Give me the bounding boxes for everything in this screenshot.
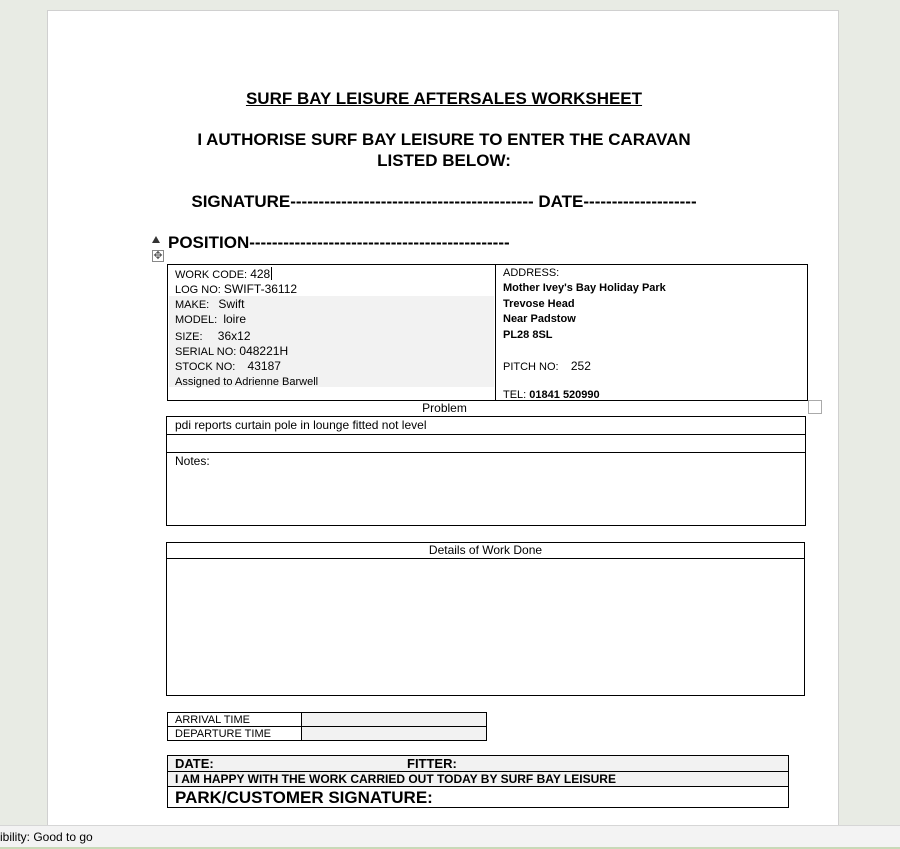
- problem-header: Problem: [422, 401, 467, 415]
- position-line: POSITION----------------------------------------------: [168, 233, 510, 252]
- address-line-1: Mother Ivey's Bay Holiday Park: [503, 282, 666, 294]
- signature-date-line: SIGNATURE------------------------------------------- DATE--------------------: [191, 192, 697, 211]
- model-label: MODEL:: [175, 314, 218, 326]
- work-done-header: Details of Work Done: [428, 543, 543, 557]
- make-row[interactable]: [175, 297, 244, 312]
- authorise-line-2: LISTED BELOW:: [377, 151, 511, 170]
- table-resize-handle[interactable]: [808, 400, 822, 414]
- size-label: SIZE:: [175, 331, 203, 343]
- pitch-label: PITCH NO:: [503, 361, 559, 373]
- log-no-label: LOG NO:: [175, 284, 221, 296]
- collapse-triangle-icon[interactable]: [152, 236, 160, 243]
- table-divider: [495, 265, 496, 400]
- stock-row[interactable]: [175, 359, 281, 374]
- assigned-to: Assigned to Adrienne Barwell: [175, 376, 319, 388]
- row-divider: [167, 452, 805, 453]
- times-table: [167, 712, 487, 741]
- tel-value: 01841 520990: [529, 389, 600, 401]
- move-icon[interactable]: ✥: [153, 250, 163, 262]
- problem-text[interactable]: pdi reports curtain pole in lounge fitted not level: [175, 418, 427, 432]
- row-divider: [167, 434, 805, 435]
- tel-label: TEL:: [503, 389, 527, 401]
- signoff-table: [167, 755, 789, 808]
- stock-label: STOCK NO:: [175, 361, 236, 373]
- status-bar: [0, 825, 900, 849]
- address-label: ADDRESS:: [503, 267, 560, 279]
- departure-time-label: DEPARTURE TIME: [175, 728, 271, 740]
- pitch-value: 252: [570, 359, 591, 373]
- work-code-value: 428: [250, 267, 271, 281]
- problem-table: [166, 416, 806, 526]
- accessibility-status[interactable]: ibility: Good to go: [0, 830, 93, 844]
- pitch-row[interactable]: [503, 359, 591, 374]
- arrival-time-field[interactable]: [302, 713, 486, 726]
- row-divider: [167, 558, 804, 559]
- work-done-table[interactable]: [166, 542, 805, 696]
- log-no-value: SWIFT-36112: [223, 282, 298, 296]
- size-value: 36x12: [217, 329, 251, 343]
- customer-signature-label[interactable]: PARK/CUSTOMER SIGNATURE:: [175, 788, 433, 807]
- log-no-row[interactable]: [175, 282, 297, 297]
- text-caret: [271, 267, 272, 280]
- serial-row[interactable]: [175, 344, 288, 359]
- address-line-3: Near Padstow: [503, 313, 576, 325]
- arrival-time-label: ARRIVAL TIME: [175, 714, 250, 726]
- notes-label: Notes:: [175, 454, 210, 468]
- fitter-label: FITTER:: [407, 756, 457, 771]
- authorise-line-1: I AUTHORISE SURF BAY LEISURE TO ENTER THE CARAVAN: [197, 130, 691, 149]
- row-divider: [168, 786, 788, 787]
- date-fitter-row[interactable]: [168, 756, 788, 771]
- work-code-label: WORK CODE:: [175, 269, 248, 281]
- serial-value: 048221H: [239, 344, 289, 358]
- departure-time-field[interactable]: [302, 727, 486, 740]
- make-label: MAKE:: [175, 299, 210, 311]
- tel-row[interactable]: [503, 388, 600, 402]
- worksheet-title: SURF BAY LEISURE AFTERSALES WORKSHEET: [245, 89, 643, 108]
- stock-value: 43187: [247, 359, 281, 373]
- caravan-info-table: [167, 264, 808, 401]
- size-row[interactable]: [175, 329, 251, 344]
- address-line-4: PL28 8SL: [503, 329, 553, 341]
- happy-statement: I AM HAPPY WITH THE WORK CARRIED OUT TODAY BY SURF BAY LEISURE: [175, 772, 616, 786]
- serial-label: SERIAL NO:: [175, 346, 237, 358]
- model-value: loire: [223, 312, 246, 326]
- model-row[interactable]: [175, 312, 246, 327]
- make-value: Swift: [218, 297, 245, 311]
- date-label: DATE:: [175, 756, 214, 771]
- address-line-2: Trevose Head: [503, 298, 575, 310]
- work-code-row[interactable]: [175, 267, 272, 282]
